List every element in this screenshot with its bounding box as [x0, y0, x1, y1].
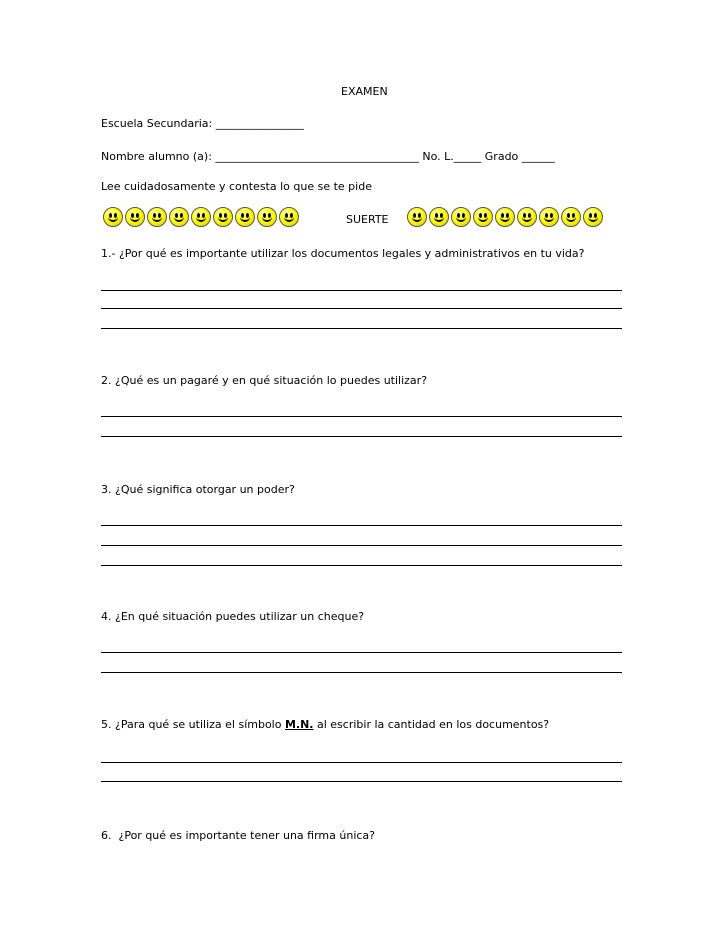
question-5-text-start: 5. ¿Para qué se utiliza el símbolo [101, 718, 285, 731]
question-2: 2. ¿Qué es un pagaré y en qué situación lo puedes utilizar? [101, 374, 428, 387]
school-field: Escuela Secundaria: ________________ [101, 117, 304, 130]
smiley-face-icon [539, 207, 559, 227]
answer-line[interactable] [101, 545, 622, 546]
instructions: Lee cuidadosamente y contesta lo que se te pide [101, 180, 372, 193]
smiley-face-icon [191, 207, 211, 227]
question-5-text-end: al escribir la cantidad en los documentos? [313, 718, 550, 731]
smiley-face-icon [451, 207, 471, 227]
smiley-face-icon [125, 207, 145, 227]
question-4: 4. ¿En qué situación puedes utilizar un cheque? [101, 610, 365, 623]
answer-line[interactable] [101, 328, 622, 329]
smiley-face-icon [213, 207, 233, 227]
smiley-face-icon [473, 207, 493, 227]
smiley-face-icon [583, 207, 603, 227]
question-1: 1.- ¿Por qué es importante utilizar los documentos legales y administrativos en tu vida? [101, 247, 585, 260]
smiley-face-icon [429, 207, 449, 227]
smiley-face-icon [279, 207, 299, 227]
answer-line[interactable] [101, 672, 622, 673]
answer-line[interactable] [101, 652, 622, 653]
smiley-face-icon [235, 207, 255, 227]
answer-line[interactable] [101, 525, 622, 526]
smiley-face-icon [147, 207, 167, 227]
answer-line[interactable] [101, 308, 622, 309]
luck-label: SUERTE [346, 213, 389, 226]
smiley-face-icon [407, 207, 427, 227]
smiley-face-icon [169, 207, 189, 227]
smiley-face-icon [517, 207, 537, 227]
student-name-field: Nombre alumno (a): _____________________________________ No. L._____ Grado ______ [101, 150, 555, 163]
question-6: 6. ¿Por qué es importante tener una firma única? [101, 829, 375, 842]
exam-title: EXAMEN [341, 85, 388, 98]
mn-symbol: M.N. [284, 718, 314, 731]
answer-line[interactable] [101, 565, 622, 566]
smiley-face-icon [495, 207, 515, 227]
answer-line[interactable] [101, 290, 622, 291]
answer-line[interactable] [101, 781, 622, 782]
question-5 [101, 718, 549, 732]
answer-line[interactable] [101, 416, 622, 417]
answer-line[interactable] [101, 762, 622, 763]
smiley-face-icon [257, 207, 277, 227]
answer-line[interactable] [101, 436, 622, 437]
smiley-face-icon [103, 207, 123, 227]
question-3: 3. ¿Qué significa otorgar un poder? [101, 483, 295, 496]
smiley-face-icon [561, 207, 581, 227]
